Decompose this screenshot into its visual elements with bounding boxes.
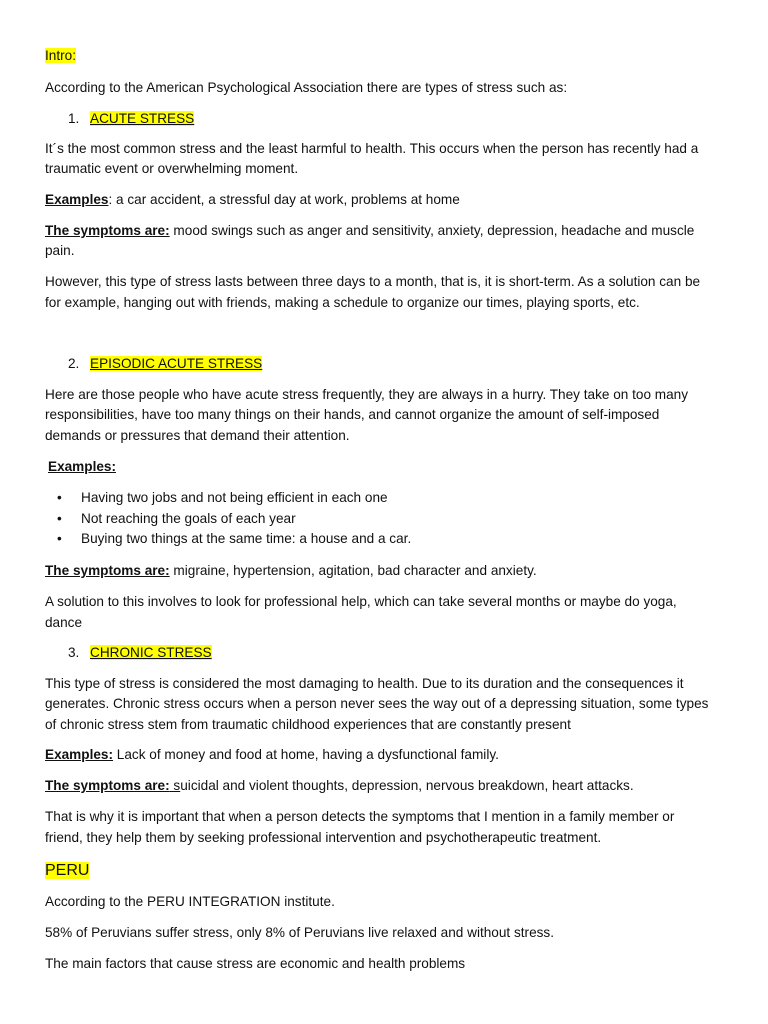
acute-however-line-2: for example, hanging out with friends, making a schedule to organize our times, playing sports, etc. bbox=[45, 295, 640, 310]
acute-symptoms-line-1 bbox=[45, 222, 694, 240]
acute-symptoms-text: mood swings such as anger and sensitivity, anxiety, depression, headache and muscle bbox=[169, 223, 695, 238]
acute-heading bbox=[90, 110, 194, 128]
chronic-number: 3. bbox=[68, 645, 80, 660]
chronic-examples-label: Examples: bbox=[45, 747, 114, 762]
episodic-symptoms-text: migraine, hypertension, agitation, bad character and anxiety. bbox=[169, 563, 537, 578]
peru-heading bbox=[45, 861, 91, 881]
peru-title: PERU bbox=[45, 862, 90, 879]
chronic-desc-line-1: This type of stress is considered the most damaging to health. Due to its duration and the consequences it bbox=[45, 676, 684, 691]
peru-line-3: The main factors that cause stress are economic and health problems bbox=[45, 956, 466, 971]
intro-label-line bbox=[45, 47, 76, 65]
episodic-symptoms-label: The symptoms are: bbox=[45, 563, 170, 578]
episodic-title: EPISODIC ACUTE STRESS bbox=[90, 356, 263, 371]
chronic-important-line-1: That is why it is important that when a person detects the symptoms that I mention in a family member or bbox=[45, 809, 675, 824]
episodic-bullet-1: Having two jobs and not being efficient in each one bbox=[81, 490, 388, 505]
acute-number: 1. bbox=[68, 111, 80, 126]
acute-examples-label: Examples bbox=[45, 192, 109, 207]
acute-title: ACUTE STRESS bbox=[90, 111, 195, 126]
intro-text: According to the American Psychological Association there are types of stress such as: bbox=[45, 80, 568, 95]
peru-line-2: 58% of Peruvians suffer stress, only 8% of Peruvians live relaxed and without stress. bbox=[45, 925, 555, 940]
acute-desc-line-1: It´s the most common stress and the least harmful to health. This occurs when the person has recently had a bbox=[45, 141, 699, 156]
episodic-solution-line-1: A solution to this involves to look for professional help, which can take several months or maybe do yoga, bbox=[45, 594, 677, 609]
episodic-desc-line-3: demands or pressures that demand their attention. bbox=[45, 428, 350, 443]
chronic-examples-text: Lack of money and food at home, having a dysfunctional family. bbox=[113, 747, 499, 762]
chronic-important-line-2: friend, they help them by seeking professional intervention and psychotherapeutic treatment. bbox=[45, 830, 602, 845]
episodic-bullet-3: Buying two things at the same time: a house and a car. bbox=[81, 531, 412, 546]
episodic-examples-line bbox=[48, 458, 116, 476]
episodic-heading bbox=[90, 355, 262, 373]
acute-examples-text: : a car accident, a stressful day at work, problems at home bbox=[108, 192, 460, 207]
peru-line-1: According to the PERU INTEGRATION institute. bbox=[45, 894, 335, 909]
acute-symptoms-line-2: pain. bbox=[45, 243, 75, 258]
acute-desc-line-2: traumatic event or overwhelming moment. bbox=[45, 161, 299, 176]
episodic-desc-line-1: Here are those people who have acute stress frequently, they are always in a hurry. They take on too many bbox=[45, 387, 689, 402]
chronic-heading bbox=[90, 644, 212, 662]
bullet-dot: • bbox=[57, 511, 62, 526]
episodic-desc-line-2: responsibilities, have too many things on their hands, and cannot organize the amount of self-imposed bbox=[45, 407, 660, 422]
acute-symptoms-label: The symptoms are: bbox=[45, 223, 170, 238]
episodic-number: 2. bbox=[68, 356, 80, 371]
chronic-desc-line-3: of chronic stress stem from traumatic childhood experiences that are constantly present bbox=[45, 717, 571, 732]
chronic-symptoms bbox=[45, 777, 634, 795]
episodic-solution-line-2: dance bbox=[45, 615, 83, 630]
chronic-symptoms-first-letter: s bbox=[169, 778, 181, 793]
intro-label: Intro: bbox=[45, 48, 76, 63]
chronic-symptoms-text: uicidal and violent thoughts, depression, nervous breakdown, heart attacks. bbox=[180, 778, 634, 793]
chronic-desc-line-2: generates. Chronic stress occurs when a person never sees the way out of a depressing situation, some types bbox=[45, 696, 709, 711]
chronic-symptoms-label: The symptoms are: bbox=[45, 778, 170, 793]
bullet-dot: • bbox=[57, 531, 62, 546]
chronic-title: CHRONIC STRESS bbox=[90, 645, 212, 660]
bullet-dot: • bbox=[57, 490, 62, 505]
episodic-examples-label: Examples: bbox=[48, 459, 117, 474]
acute-examples bbox=[45, 191, 460, 209]
chronic-examples bbox=[45, 746, 499, 764]
episodic-bullet-2: Not reaching the goals of each year bbox=[81, 511, 296, 526]
episodic-symptoms bbox=[45, 562, 537, 580]
acute-however-line-1: However, this type of stress lasts between three days to a month, that is, it is short-term. As a solution can be bbox=[45, 274, 701, 289]
